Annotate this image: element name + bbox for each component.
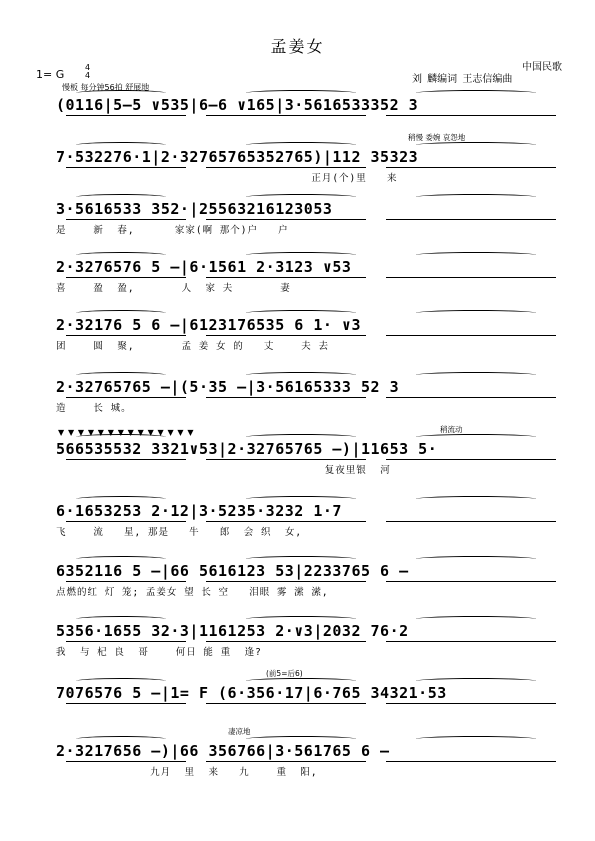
credits: 刘 麟编词 王志信编曲 (412, 74, 513, 85)
slur-arc (246, 142, 356, 148)
jianpu-notes: 7076576 5 —|1= F (6·356·17|6·765 34321·53 (56, 684, 447, 702)
slur-arc (246, 434, 356, 440)
lyrics-line: 造 长 城。 (56, 403, 132, 414)
beam-line (206, 581, 366, 582)
slur-arc (246, 90, 356, 96)
beam-line (66, 703, 186, 704)
slur-arc (246, 252, 356, 258)
jianpu-notes: 566535532 3321∨53|2·32765765 —)|11653 5· (56, 440, 438, 458)
beam-line (386, 277, 556, 278)
key-signature: 1= G (36, 68, 65, 81)
slur-arc (246, 310, 356, 316)
beam-line (66, 641, 186, 642)
slur-arc (246, 736, 356, 742)
beam-line (386, 115, 556, 116)
beam-line (66, 459, 186, 460)
jianpu-notes: 7·532276·1|2·32765765352765)|112 35323 (56, 148, 419, 166)
accent-marks: ▼▼▼▼▼▼▼▼▼▼▼▼▼▼ (58, 428, 198, 437)
slur-arc (416, 678, 536, 684)
slur-arc (76, 678, 166, 684)
beam-line (386, 167, 556, 168)
beam-line (66, 521, 186, 522)
slur-arc (416, 556, 536, 562)
beam-line (386, 641, 556, 642)
score-line (56, 133, 576, 196)
jianpu-notes: 2·32765765 —|(5·35 —|3·56165333 52 3 (56, 378, 400, 396)
score-line (56, 502, 576, 550)
beam-line (66, 761, 186, 762)
slur-arc (416, 736, 536, 742)
score-line (56, 562, 576, 610)
beam-line (386, 581, 556, 582)
jianpu-notes: 2·3276576 5 —|6·1561 2·3123 ∨53 (56, 258, 352, 276)
beam-line (386, 521, 556, 522)
slur-arc (246, 194, 356, 200)
slur-arc (416, 194, 536, 200)
meter-bottom: 4 (85, 71, 91, 80)
slur-arc (416, 616, 536, 622)
lyrics-line: 复夜里银 河 (56, 465, 391, 476)
beam-line (206, 703, 366, 704)
beam-line (66, 277, 186, 278)
beam-line (386, 335, 556, 336)
jianpu-notes: 3·5616533 352·|25563216123053 (56, 200, 333, 218)
score-line (56, 378, 576, 426)
slur-arc (416, 310, 536, 316)
slur-arc (76, 736, 166, 742)
score-line (56, 200, 576, 248)
beam-line (386, 219, 556, 220)
genre-label: 中国民歌 (522, 62, 562, 73)
score-line (56, 425, 576, 488)
beam-line (66, 581, 186, 582)
lyrics-line: 我 与 杞 良 哥 何日 能 重 逢? (56, 647, 262, 658)
slur-arc (416, 372, 536, 378)
beam-line (206, 219, 366, 220)
lyrics-line: 团 圆 聚, 孟 姜 女 的 丈 夫 去 (56, 341, 329, 352)
slur-arc (76, 252, 166, 258)
score-line (56, 622, 576, 670)
beam-line (386, 761, 556, 762)
slur-arc (246, 556, 356, 562)
expression-marking: (前5=后6) (266, 669, 303, 678)
expression-marking: 稍流动 (440, 425, 463, 434)
slur-arc (76, 90, 166, 96)
slur-arc (76, 556, 166, 562)
slur-arc (416, 252, 536, 258)
score-line (56, 316, 576, 364)
beam-line (206, 641, 366, 642)
score-line (56, 258, 576, 306)
beam-line (206, 459, 366, 460)
slur-arc (416, 434, 536, 440)
beam-line (206, 761, 366, 762)
slur-arc (416, 496, 536, 502)
expression-marking: 稍慢 委婉 哀怨地 (408, 133, 466, 142)
slur-arc (246, 496, 356, 502)
slur-arc (76, 496, 166, 502)
beam-line (206, 167, 366, 168)
beam-line (386, 459, 556, 460)
beam-line (206, 115, 366, 116)
score-line (56, 669, 576, 732)
jianpu-notes: 2·32176 5 6 —|6123176535 6 1· ∨3 (56, 316, 361, 334)
beam-line (386, 703, 556, 704)
slur-arc (76, 194, 166, 200)
beam-line (66, 335, 186, 336)
beam-line (66, 167, 186, 168)
lyrics-line: 是 新 春, 家家(啊 那个)户 户 (56, 225, 289, 236)
lyrics-line: 喜 盈 盈, 人 家 夫 妻 (56, 283, 291, 294)
slur-arc (76, 616, 166, 622)
beam-line (66, 115, 186, 116)
beam-line (206, 521, 366, 522)
beam-line (66, 219, 186, 220)
lyrics-line: 正月(个)里 来 (56, 173, 398, 184)
slur-arc (76, 310, 166, 316)
jianpu-notes: 2·3217656 —)|66 356766|3·561765 6 — (56, 742, 390, 760)
lyrics-line: 九月 里 来 九 重 阳, (56, 767, 318, 778)
song-title: 孟姜女 (270, 37, 325, 56)
jianpu-notes: 6·1653253 2·12|3·5235·3232 1·7 (56, 502, 342, 520)
slur-arc (246, 616, 356, 622)
score-line (56, 96, 576, 144)
jianpu-notes: (0116|5—5 ∨535|6—6 ∨165|3·5616533352 3 (56, 96, 419, 114)
beam-line (206, 335, 366, 336)
beam-line (66, 397, 186, 398)
score-line (56, 727, 576, 790)
lyrics-line: 点燃的红 灯 笼; 孟姜女 望 长 空 泪眼 雾 潆 潆, (56, 587, 329, 598)
tempo-marking: 慢板 每分钟56拍 舒展地 (62, 83, 150, 92)
beam-line (386, 397, 556, 398)
slur-arc (416, 90, 536, 96)
time-signature (85, 64, 90, 80)
slur-arc (76, 372, 166, 378)
lyrics-line: 飞 流 星, 那是 牛 郎 会 织 女, (56, 527, 303, 538)
expression-marking: 凄凉地 (228, 727, 251, 736)
beam-line (206, 397, 366, 398)
jianpu-notes: 6352116 5 —|66 5616123 53|2233765 6 — (56, 562, 409, 580)
slur-arc (76, 142, 166, 148)
slur-arc (246, 372, 356, 378)
beam-line (206, 277, 366, 278)
meter-top: 4 (85, 63, 91, 72)
jianpu-notes: 5356·1655 32·3|1161253 2·∨3|2032 76·2 (56, 622, 409, 640)
